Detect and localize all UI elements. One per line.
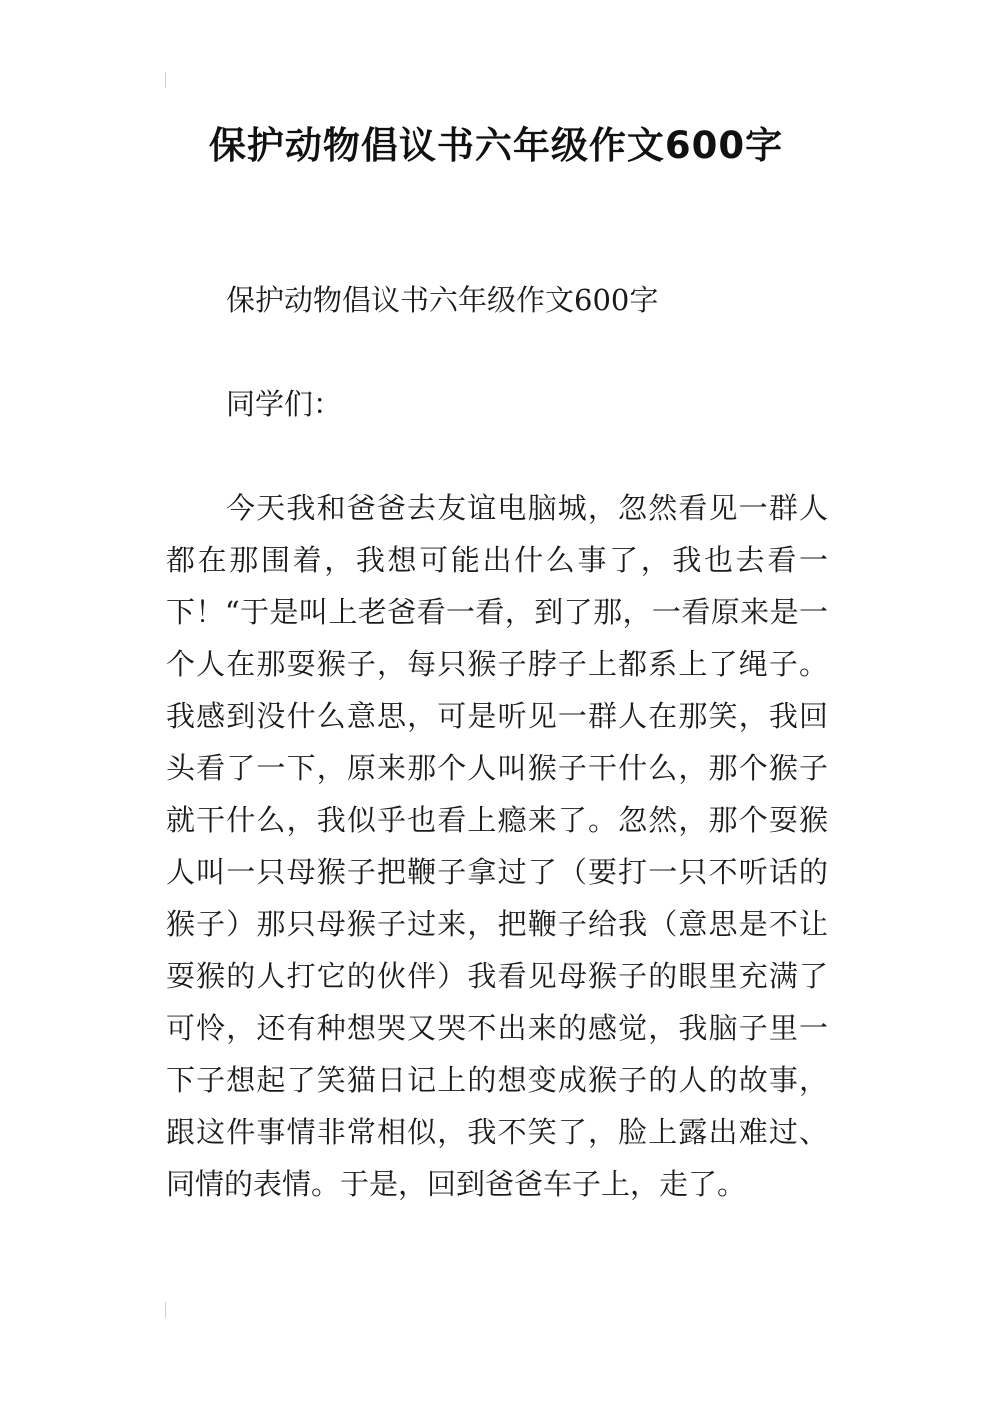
greeting-line: 同学们： <box>226 387 343 421</box>
document-title: 保护动物倡议书六年级作文600字 <box>208 124 784 167</box>
page-corner-mark-top <box>165 72 166 88</box>
document-subtitle: 保护动物倡议书六年级作文600字 <box>226 283 659 317</box>
body-paragraph: 今天我和爸爸去友谊电脑城，忽然看见一群人都在那围着，我想可能出什么事了，我也去看一下！“于是叫上老爸看一看，到了那，一看原来是一个人在那耍猴子，每只猴子脖子上都系上了绳子。我感到没什么意思，可是听见一群人在那笑，我回头看了一下，原来那个人叫猴子干什么，那个猴子就干什么，我似乎也看上瘾来了。忽然，那个耍猴人叫一只母猴子把鞭子拿过了（要打一只不听话的猴子）那只母猴子过来，把鞭子给我（意思是不让耍猴的人打它的伙伴）我看见母猴子的眼里充满了可怜，还有种想哭又哭不出来的感觉，我脑子里一下子想起了笑猫日记上的想变成猴子的人的故事，跟这件事情非常相似，我不笑了，脸上露出难过、同情的表情。于是，回到爸爸车子上，走了。 <box>166 491 828 1201</box>
page-corner-mark-bottom <box>165 1302 166 1318</box>
document-body <box>166 274 828 1210</box>
